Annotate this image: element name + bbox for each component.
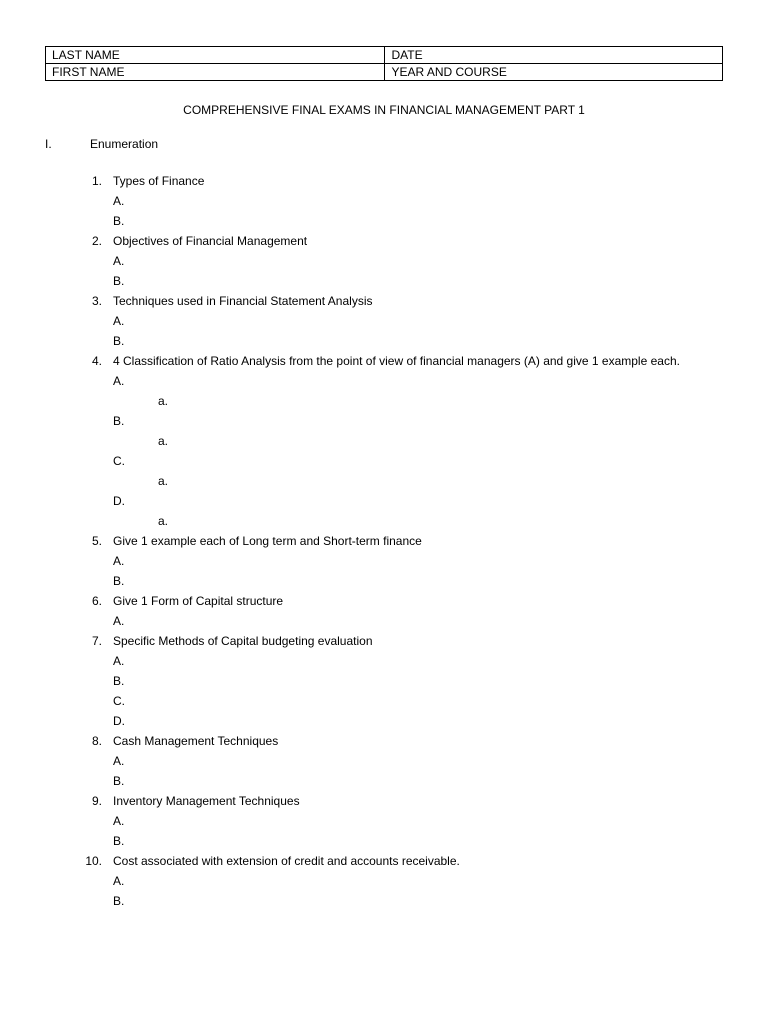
question-number: 10.: [85, 854, 102, 868]
answer-letter: B.: [113, 574, 125, 588]
answer-line[interactable]: [0, 673, 768, 693]
example-letter: a.: [158, 394, 169, 408]
example-line[interactable]: [0, 513, 768, 533]
answer-letter: D.: [113, 494, 125, 508]
answer-letter: A.: [113, 874, 125, 888]
student-info-table: [45, 46, 723, 81]
question-item: [0, 353, 768, 373]
answer-letter: B.: [113, 414, 125, 428]
example-letter: a.: [158, 474, 169, 488]
answer-line[interactable]: [0, 653, 768, 673]
answer-line[interactable]: [0, 253, 768, 273]
answer-letter: B.: [113, 674, 125, 688]
answer-letter: B.: [113, 274, 125, 288]
answer-line[interactable]: [0, 313, 768, 333]
answer-letter: B.: [113, 334, 125, 348]
answer-line[interactable]: [0, 213, 768, 233]
question-number: 1.: [91, 174, 102, 188]
answer-line[interactable]: [0, 773, 768, 793]
question-text: Give 1 example each of Long term and Short-term finance: [113, 534, 422, 548]
answer-line[interactable]: [0, 753, 768, 773]
answer-letter: C.: [113, 454, 125, 468]
question-number: 6.: [91, 594, 102, 608]
question-text: Cash Management Techniques: [113, 734, 279, 748]
answer-line[interactable]: [0, 693, 768, 713]
answer-letter: A.: [113, 814, 125, 828]
question-text: Techniques used in Financial Statement Analysis: [113, 294, 373, 308]
question-item: [0, 233, 768, 253]
date-field[interactable]: DATE: [385, 47, 723, 64]
question-number: 9.: [91, 794, 102, 808]
question-number: 7.: [91, 634, 102, 648]
answer-letter: A.: [113, 374, 125, 388]
answer-line[interactable]: [0, 873, 768, 893]
section-heading: Enumeration: [90, 137, 159, 151]
question-number: 3.: [91, 294, 102, 308]
question-text: Types of Finance: [113, 174, 205, 188]
question-number: 8.: [91, 734, 102, 748]
last-name-field[interactable]: LAST NAME: [46, 47, 385, 64]
answer-letter: A.: [113, 754, 125, 768]
section-numeral: I.: [45, 137, 52, 151]
answer-letter: A.: [113, 194, 125, 208]
question-item: [0, 533, 768, 553]
exam-title: COMPREHENSIVE FINAL EXAMS IN FINANCIAL MANAGEMENT PART 1: [183, 103, 585, 117]
answer-letter: B.: [113, 894, 125, 908]
example-line[interactable]: [0, 473, 768, 493]
answer-letter: A.: [113, 254, 125, 268]
answer-letter: A.: [113, 614, 125, 628]
answer-letter: A.: [113, 554, 125, 568]
question-item: [0, 633, 768, 653]
question-item: [0, 293, 768, 313]
answer-line[interactable]: [0, 613, 768, 633]
answer-line[interactable]: [0, 493, 768, 513]
question-item: [0, 853, 768, 873]
question-number: 4.: [91, 354, 102, 368]
answer-letter: D.: [113, 714, 125, 728]
example-letter: a.: [158, 514, 169, 528]
example-line[interactable]: [0, 393, 768, 413]
question-item: [0, 173, 768, 193]
answer-line[interactable]: [0, 373, 768, 393]
answer-line[interactable]: [0, 553, 768, 573]
answer-line[interactable]: [0, 573, 768, 593]
answer-letter: C.: [113, 694, 125, 708]
answer-line[interactable]: [0, 713, 768, 733]
answer-letter: B.: [113, 774, 125, 788]
question-text: Inventory Management Techniques: [113, 794, 300, 808]
answer-line[interactable]: [0, 453, 768, 473]
answer-line[interactable]: [0, 833, 768, 853]
first-name-field[interactable]: FIRST NAME: [46, 64, 385, 81]
question-item: [0, 733, 768, 753]
question-number: 5.: [91, 534, 102, 548]
answer-line[interactable]: [0, 333, 768, 353]
example-line[interactable]: [0, 433, 768, 453]
answer-letter: B.: [113, 214, 125, 228]
student-info-row: [46, 64, 723, 81]
question-text: 4 Classification of Ratio Analysis from the point of view of financial managers (A) and give 1 example each.: [113, 354, 680, 368]
question-item: [0, 793, 768, 813]
student-info-row: [46, 47, 723, 64]
answer-line[interactable]: [0, 813, 768, 833]
answer-line[interactable]: [0, 893, 768, 913]
answer-line[interactable]: [0, 273, 768, 293]
question-number: 2.: [91, 234, 102, 248]
answer-line[interactable]: [0, 413, 768, 433]
example-letter: a.: [158, 434, 169, 448]
question-item: [0, 593, 768, 613]
year-course-field[interactable]: YEAR AND COURSE: [385, 64, 723, 81]
answer-letter: A.: [113, 314, 125, 328]
answer-line[interactable]: [0, 193, 768, 213]
question-text: Specific Methods of Capital budgeting evaluation: [113, 634, 373, 648]
question-list: [0, 173, 768, 913]
question-text: Cost associated with extension of credit and accounts receivable.: [113, 854, 460, 868]
question-text: Give 1 Form of Capital structure: [113, 594, 284, 608]
question-text: Objectives of Financial Management: [113, 234, 308, 248]
answer-letter: A.: [113, 654, 125, 668]
answer-letter: B.: [113, 834, 125, 848]
